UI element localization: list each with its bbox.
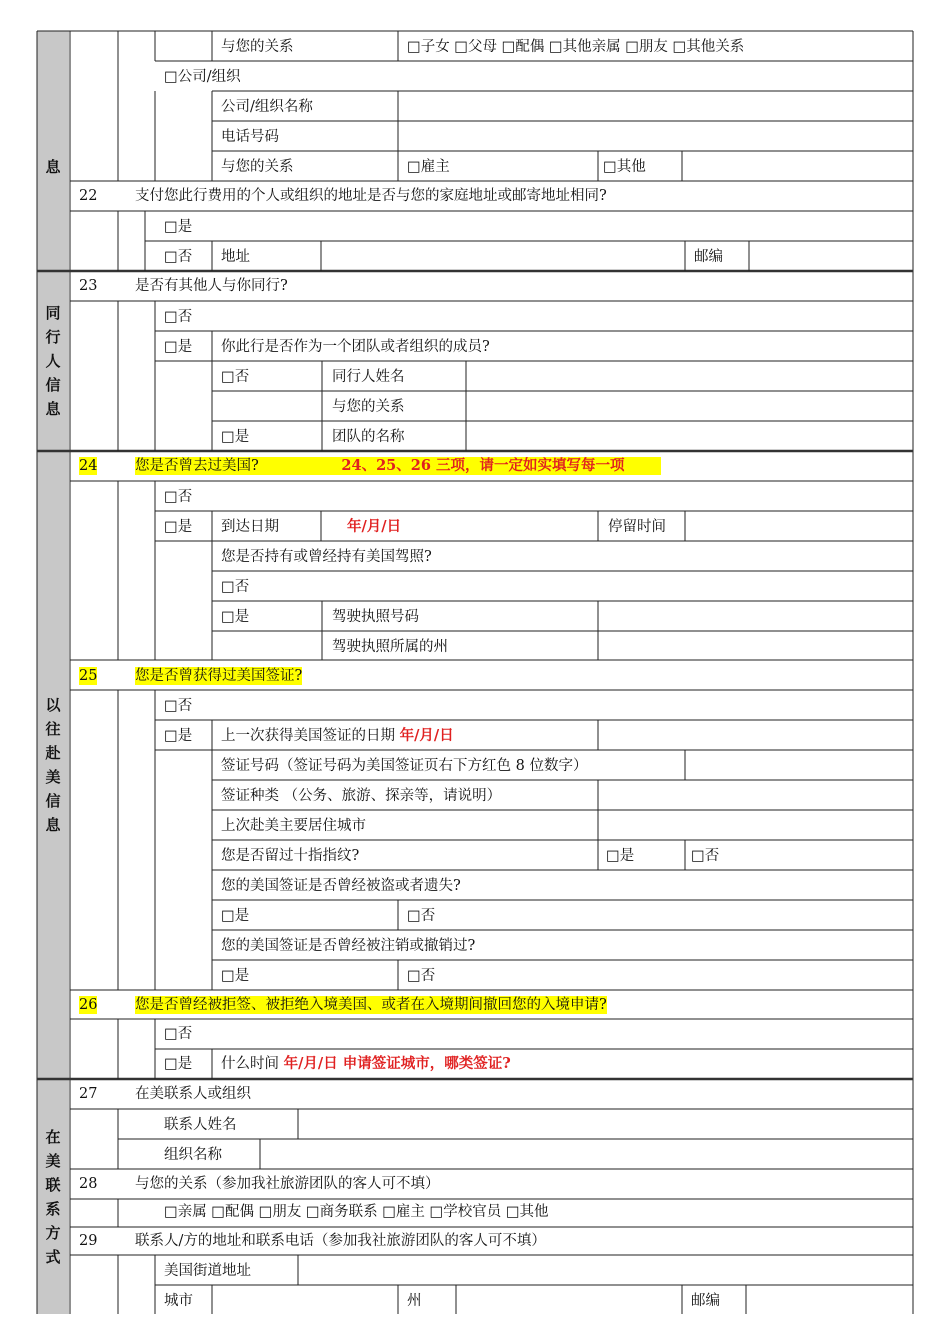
question-number: 25	[79, 668, 98, 684]
street-address-label: 美国街道地址	[164, 1263, 251, 1279]
group-name-label: 团队的名称	[332, 429, 405, 445]
question-number: 26	[79, 997, 98, 1013]
last-visa-date-label: 上一次获得美国签证的日期	[221, 728, 395, 744]
q25-no-checkbox[interactable]: □否	[164, 698, 193, 714]
visa-date-format-hint: 年/月/日	[399, 727, 454, 744]
q26-yes-checkbox[interactable]: □是	[164, 1056, 193, 1072]
stay-duration-label: 停留时间	[608, 519, 666, 535]
last-visa-date-row	[221, 727, 454, 745]
visa-lost-yes-checkbox[interactable]: □是	[221, 908, 250, 924]
q24-no-checkbox[interactable]: □否	[164, 489, 193, 505]
address-label: 地址	[221, 249, 250, 265]
question-number: 27	[79, 1086, 98, 1102]
refusal-when-label: 什么时间	[221, 1056, 279, 1072]
section-label-char: 以	[45, 695, 61, 714]
visa-type-label: 签证种类 （公务、旅游、探亲等，请说明）	[221, 788, 502, 804]
group-yes-checkbox[interactable]: □是	[221, 429, 250, 445]
question-number: 24	[79, 458, 98, 474]
q24-yes-checkbox[interactable]: □是	[164, 519, 193, 535]
license-no-checkbox[interactable]: □否	[221, 579, 250, 595]
other-checkbox[interactable]: □其他	[603, 159, 646, 175]
q22-no-checkbox[interactable]: □否	[164, 249, 193, 265]
section-label-char: 信	[45, 376, 61, 394]
group-no-checkbox[interactable]: □否	[221, 369, 250, 385]
relation-checkboxes[interactable]: □子女 □父母 □配偶 □其他亲属 □朋友 □其他关系	[407, 39, 745, 55]
q26-no-checkbox[interactable]: □否	[164, 1026, 193, 1042]
arrival-date-label: 到达日期	[221, 519, 279, 535]
q23-yes-checkbox[interactable]: □是	[164, 339, 193, 355]
visa-number-label: 签证号码（签证号码为美国签证页右下方红色 8 位数字）	[221, 758, 588, 774]
section-label-char: 美	[45, 1151, 61, 1170]
zip-label: 邮编	[694, 249, 723, 265]
section-label-char: 息	[45, 400, 61, 418]
license-yes-checkbox[interactable]: □是	[221, 609, 250, 625]
question-29-text: 联系人/方的地址和联系电话（参加我社旅游团队的客人可不填）	[135, 1233, 546, 1249]
companion-name-label: 同行人姓名	[332, 369, 405, 385]
date-format-hint: 年/月/日	[347, 518, 402, 535]
question-24-row	[135, 457, 661, 475]
company-relation-label: 与您的关系	[221, 159, 294, 175]
relation-label: 与您的关系	[221, 39, 294, 55]
license-state-label: 驾驶执照所属的州	[332, 639, 448, 655]
section-label-char: 行	[45, 328, 61, 346]
section-label-char: 信	[45, 791, 61, 810]
phone-label: 电话号码	[221, 129, 279, 145]
license-question: 您是否持有或曾经持有美国驾照?	[221, 549, 432, 565]
license-number-label: 驾驶执照号码	[332, 609, 419, 625]
section-label-char: 在	[45, 1127, 61, 1146]
companion-relation-label: 与您的关系	[332, 399, 405, 415]
question-number: 22	[79, 188, 98, 204]
visa-lost-no-checkbox[interactable]: □否	[407, 908, 436, 924]
refusal-when-row	[221, 1055, 511, 1073]
q23-no-checkbox[interactable]: □否	[164, 309, 193, 325]
question-27-text: 在美联系人或组织	[135, 1086, 251, 1102]
section-label-char: 美	[45, 767, 61, 786]
city-label: 城市	[164, 1293, 193, 1309]
fingerprint-question: 您是否留过十指指纹?	[221, 848, 360, 864]
question-number: 29	[79, 1233, 98, 1249]
company-name-label: 公司/组织名称	[221, 99, 313, 115]
section-label-char: 联	[45, 1175, 61, 1194]
question-22-text: 支付您此行费用的个人或组织的地址是否与您的家庭地址或邮寄地址相同?	[135, 188, 607, 204]
refusal-details-hint: 年/月/日 申请签证城市，哪类签证?	[283, 1055, 511, 1072]
question-24-text: 您是否曾去过美国?	[135, 458, 259, 474]
contact-name-label: 联系人姓名	[164, 1117, 237, 1133]
section-label-char: 式	[45, 1247, 61, 1266]
question-23-text: 是否有其他人与你同行?	[135, 278, 288, 294]
last-city-label: 上次赴美主要居住城市	[221, 818, 366, 834]
question-26-text: 您是否曾经被拒签、被拒绝入境美国、或者在入境期间撤回您的入境申请?	[135, 997, 607, 1013]
question-28-text: 与您的关系（参加我社旅游团队的客人可不填）	[135, 1176, 440, 1192]
visa-lost-question: 您的美国签证是否曾经被盗或者遗失?	[221, 878, 461, 894]
fingerprint-yes-checkbox[interactable]: □是	[606, 848, 635, 864]
us-zip-label: 邮编	[691, 1293, 720, 1309]
important-note: 24、25、26 三项，请一定如实填写每一项	[341, 457, 625, 474]
section-label-char: 系	[45, 1199, 61, 1218]
group-question: 你此行是否作为一个团队或者组织的成员?	[221, 339, 490, 355]
question-25-text: 您是否曾获得过美国签证?	[135, 668, 303, 684]
org-name-label: 组织名称	[164, 1147, 222, 1163]
section-label-char: 息	[45, 815, 61, 834]
section-label-char: 同	[45, 304, 61, 322]
section-label-char: 人	[45, 352, 61, 370]
fingerprint-no-checkbox[interactable]: □否	[691, 848, 720, 864]
q22-yes-checkbox[interactable]: □是	[164, 219, 193, 235]
visa-revoked-no-checkbox[interactable]: □否	[407, 968, 436, 984]
section-label-char: 方	[45, 1223, 61, 1242]
question-number: 23	[79, 278, 98, 294]
employer-checkbox[interactable]: □雇主	[407, 159, 450, 175]
contact-relation-checkboxes[interactable]: □亲属 □配偶 □朋友 □商务联系 □雇主 □学校官员 □其他	[164, 1204, 549, 1220]
q25-yes-checkbox[interactable]: □是	[164, 728, 193, 744]
question-number: 28	[79, 1176, 98, 1192]
company-option-checkbox[interactable]: □公司/组织	[164, 69, 241, 85]
visa-revoked-question: 您的美国签证是否曾经被注销或撤销过?	[221, 938, 476, 954]
section-label-char: 息	[45, 158, 61, 176]
section-label-char: 赴	[45, 743, 61, 762]
section-label-char: 往	[45, 719, 61, 738]
visa-revoked-yes-checkbox[interactable]: □是	[221, 968, 250, 984]
state-label: 州	[407, 1293, 422, 1309]
